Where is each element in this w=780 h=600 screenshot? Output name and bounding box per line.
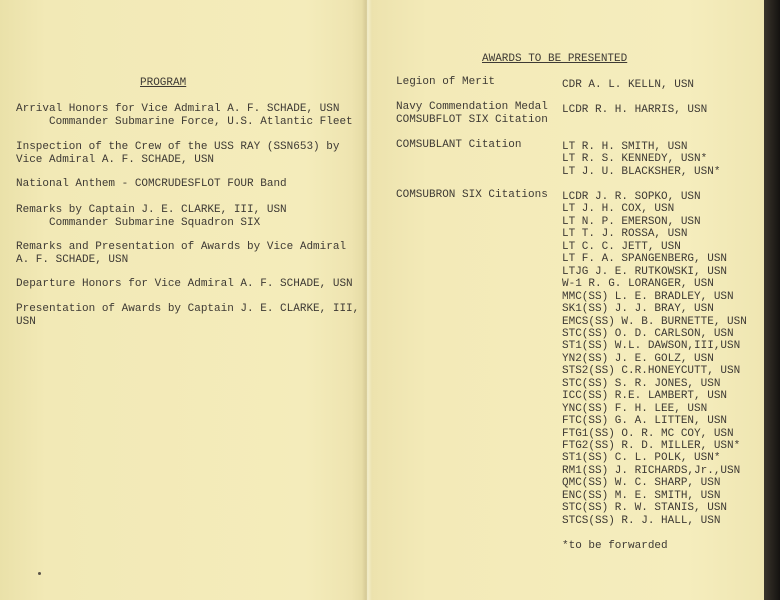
award-recipient: FTG2(SS) R. D. MILLER, USN* (562, 440, 741, 452)
page-edge-shadow (764, 0, 780, 600)
award-recipient: LTJG J. E. RUTKOWSKI, USN (562, 265, 728, 278)
program-item-line: Commander Submarine Squadron SIX (16, 216, 261, 229)
program-item-line: Presentation of Awards by Captain J. E. CLARKE, III, (16, 303, 360, 315)
award-recipient: STC(SS) O. D. CARLSON, USN (562, 327, 734, 340)
award-recipient: CDR A. L. KELLN, USN (562, 79, 695, 91)
award-recipient: LT T. J. ROSSA, USN (562, 228, 688, 241)
award-recipient: FTC(SS) G. A. LITTEN, USN (562, 415, 728, 428)
ink-mark (38, 572, 41, 575)
award-recipient: LT R. S. KENNEDY, USN* (562, 153, 708, 166)
award-recipient: EMCS(SS) W. B. BURNETTE, USN (562, 315, 747, 328)
award-name: COMSUBLANT Citation (396, 139, 522, 151)
award-name: Navy Commendation Medal (396, 101, 548, 113)
award-recipient: ST1(SS) W.L. DAWSON,III,USN (562, 340, 741, 353)
award-recipient: STC(SS) S. R. JONES, USN (562, 377, 721, 390)
award-recipient: W-1 R. G. LORANGER, USN (562, 278, 714, 291)
award-recipient: FTG1(SS) O. R. MC COY, USN (562, 427, 734, 440)
program-item-line: Arrival Honors for Vice Admiral A. F. SCHADE, USN (16, 103, 340, 115)
footnote: *to be forwarded (562, 540, 668, 552)
award-name: COMSUBFLOT SIX Citation (396, 113, 548, 126)
program-item-line: A. F. SCHADE, USN (16, 253, 129, 266)
award-recipient: ENC(SS) M. E. SMITH, USN (562, 489, 721, 502)
awards-heading: AWARDS TO BE PRESENTED (482, 53, 628, 65)
award-recipient: STC(SS) R. W. STANIS, USN (562, 502, 728, 515)
award-recipient: ICC(SS) R.E. LAMBERT, USN (562, 390, 728, 403)
program-item-line: Commander Submarine Force, U.S. Atlantic Fleet (16, 115, 353, 128)
award-recipient: QMC(SS) W. C. SHARP, USN (562, 477, 721, 490)
award-recipient: LT R. H. SMITH, USN (562, 141, 688, 153)
award-recipient: YNC(SS) F. H. LEE, USN (562, 402, 708, 415)
award-recipient: LT N. P. EMERSON, USN (562, 215, 701, 228)
program-item-line: Inspection of the Crew of the USS RAY (SSN653) by (16, 141, 340, 153)
page-fold (362, 0, 372, 600)
award-recipient: MMC(SS) L. E. BRADLEY, USN (562, 290, 734, 303)
award-name: Legion of Merit (396, 76, 496, 88)
program-item-line: Departure Honors for Vice Admiral A. F. SCHADE, USN (16, 278, 353, 290)
award-recipient: LT J. U. BLACKSHER, USN* (562, 165, 721, 178)
award-recipient: LT F. A. SPANGENBERG, USN (562, 253, 728, 266)
award-recipient: STS2(SS) C.R.HONEYCUTT, USN (562, 365, 741, 378)
program-item-line: Remarks by Captain J. E. CLARKE, III, USN (16, 204, 287, 216)
award-recipient: RM1(SS) J. RICHARDS,Jr.,USN (562, 464, 741, 477)
award-recipient: ST1(SS) C. L. POLK, USN* (562, 452, 721, 465)
award-recipient: LCDR R. H. HARRIS, USN (562, 104, 708, 116)
program-item-line: Vice Admiral A. F. SCHADE, USN (16, 153, 215, 166)
award-recipient: LT J. H. COX, USN (562, 203, 675, 216)
award-name: COMSUBRON SIX Citations (396, 189, 548, 201)
award-recipient: STCS(SS) R. J. HALL, USN (562, 514, 721, 527)
program-item-line: USN (16, 315, 36, 328)
program-heading: PROGRAM (140, 77, 187, 89)
award-recipient: YN2(SS) J. E. GOLZ, USN (562, 352, 714, 365)
award-recipient: LCDR J. R. SOPKO, USN (562, 191, 701, 203)
award-recipient: LT C. C. JETT, USN (562, 240, 681, 253)
program-item-line: Remarks and Presentation of Awards by Vice Admiral (16, 241, 347, 253)
program-item-line: National Anthem - COMCRUDESFLOT FOUR Band (16, 178, 287, 190)
award-recipient: SK1(SS) J. J. BRAY, USN (562, 303, 714, 316)
